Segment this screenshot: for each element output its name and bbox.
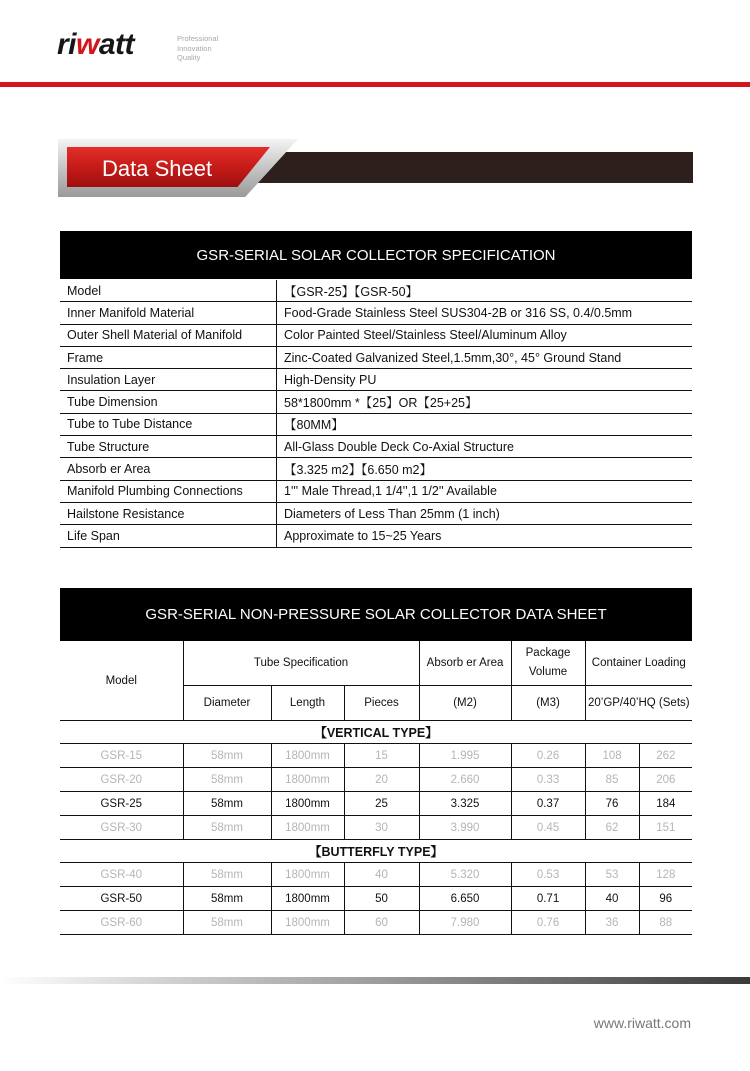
cell-diameter: 58mm: [183, 816, 271, 840]
spec-value: Food-Grade Stainless Steel SUS304-2B or 316 SS, 0.4/0.5mm: [284, 305, 633, 320]
cell-model: GSR-40: [60, 863, 183, 887]
spec-label: Frame: [60, 347, 277, 368]
table-row: [60, 887, 692, 911]
cell-length: 1800mm: [271, 911, 344, 935]
tagline-line: Professional: [177, 34, 219, 43]
cell-length: 1800mm: [271, 863, 344, 887]
cell-diameter: 58mm: [183, 768, 271, 792]
cell-length: 1800mm: [271, 816, 344, 840]
cell-model: GSR-25: [60, 792, 183, 816]
cell-diameter: 58mm: [183, 792, 271, 816]
cell-container-20gp: 36: [585, 911, 639, 935]
cell-container-20gp: 53: [585, 863, 639, 887]
spec-row: [60, 369, 692, 391]
spec-value: 【3.325 m2】【6.650 m2】: [284, 463, 432, 478]
cell-model: GSR-50: [60, 887, 183, 911]
cell-package-volume: 0.26: [511, 744, 585, 768]
cell-container-40hq: 128: [639, 863, 692, 887]
spec-label: Tube Structure: [60, 436, 277, 457]
cell-package-volume: 0.71: [511, 887, 585, 911]
spec-label: Inner Manifold Material: [60, 302, 277, 323]
cell-package-volume: 0.37: [511, 792, 585, 816]
header-m2: (M2): [419, 686, 511, 721]
cell-diameter: 58mm: [183, 887, 271, 911]
spec-row: [60, 525, 692, 547]
tagline-line: Innovation: [177, 43, 212, 53]
cell-model: GSR-15: [60, 744, 183, 768]
header-model: Model: [60, 641, 183, 721]
cell-container-20gp: 85: [585, 768, 639, 792]
banner-title: Data Sheet: [102, 156, 213, 181]
spec-label: Manifold Plumbing Connections: [60, 481, 277, 502]
spec-table: [60, 280, 692, 548]
cell-pieces: 60: [344, 911, 419, 935]
table-row: [60, 792, 692, 816]
cell-container-40hq: 96: [639, 887, 692, 911]
table-row: [60, 768, 692, 792]
spec-value: Color Painted Steel/Stainless Steel/Aluminum Alloy: [284, 328, 567, 343]
spec-value: High-Density PU: [284, 372, 377, 387]
cell-length: 1800mm: [271, 744, 344, 768]
header-pieces: Pieces: [344, 686, 419, 721]
cell-package-volume: 0.53: [511, 863, 585, 887]
cell-absorber-area: 7.980: [419, 911, 511, 935]
logo-text-end: att: [98, 28, 135, 61]
cell-package-volume: 0.33: [511, 768, 585, 792]
header-absorber-area: Absorb er Area: [419, 641, 511, 686]
spec-value: Diameters of Less Than 25mm (1 inch): [284, 506, 500, 521]
section-butterfly-type: 【BUTTERFLY TYPE】: [60, 840, 692, 863]
cell-absorber-area: 3.325: [419, 792, 511, 816]
spec-row: [60, 391, 692, 413]
cell-length: 1800mm: [271, 768, 344, 792]
cell-absorber-area: 2.660: [419, 768, 511, 792]
spec-label: Model: [60, 280, 277, 301]
header-volume-line: Volume: [528, 666, 568, 678]
butterfly-rows: [60, 863, 692, 935]
tagline: [177, 34, 218, 63]
spec-value: 1''' Male Thread,1 1/4'',1 1/2'' Available: [284, 484, 497, 499]
cell-diameter: 58mm: [183, 911, 271, 935]
cell-pieces: 20: [344, 768, 419, 792]
spec-row: [60, 302, 692, 324]
spec-row: [60, 414, 692, 436]
header-package-line: Package: [525, 647, 571, 659]
spec-value: 【80MM】: [284, 418, 344, 433]
cell-pieces: 50: [344, 887, 419, 911]
cell-pieces: 40: [344, 863, 419, 887]
table-row: [60, 816, 692, 840]
cell-container-40hq: 88: [639, 911, 692, 935]
cell-container-20gp: 40: [585, 887, 639, 911]
cell-container-20gp: 108: [585, 744, 639, 768]
datasheet-table: [60, 641, 692, 935]
cell-container-40hq: 151: [639, 816, 692, 840]
header-divider: [0, 82, 750, 87]
cell-model: GSR-60: [60, 911, 183, 935]
spec-table-title: GSR-SERIAL SOLAR COLLECTOR SPECIFICATION: [60, 231, 692, 279]
cell-container-40hq: 206: [639, 768, 692, 792]
spec-value: Approximate to 15~25 Years: [284, 528, 442, 543]
table-row: [60, 744, 692, 768]
spec-label: Insulation Layer: [60, 369, 277, 390]
logo-text-w: w: [76, 28, 99, 61]
spec-label: Outer Shell Material of Manifold: [60, 325, 277, 346]
cell-pieces: 30: [344, 816, 419, 840]
spec-value: All-Glass Double Deck Co-Axial Structure: [284, 439, 514, 454]
spec-label: Tube Dimension: [60, 391, 277, 412]
spec-value: 58*1800mm *【25】OR【25+25】: [284, 396, 478, 411]
section-vertical-type: 【VERTICAL TYPE】: [60, 721, 692, 744]
spec-label: Tube to Tube Distance: [60, 414, 277, 435]
riwatt-logo: [57, 28, 134, 62]
cell-package-volume: 0.76: [511, 911, 585, 935]
spec-row: [60, 503, 692, 525]
banner-bar: [250, 152, 693, 183]
spec-label: Hailstone Resistance: [60, 503, 277, 524]
cell-absorber-area: 3.990: [419, 816, 511, 840]
cell-diameter: 58mm: [183, 863, 271, 887]
spec-value: Zinc-Coated Galvanized Steel,1.5mm,30°, 45° Ground Stand: [284, 350, 622, 365]
spec-row: [60, 347, 692, 369]
table-row: [60, 863, 692, 887]
spec-row: [60, 436, 692, 458]
cell-absorber-area: 1.995: [419, 744, 511, 768]
header-container-units: 20’GP/40’HQ (Sets): [585, 686, 692, 721]
spec-label: Absorb er Area: [60, 458, 277, 479]
header-m3: (M3): [511, 686, 585, 721]
cell-absorber-area: 6.650: [419, 887, 511, 911]
cell-length: 1800mm: [271, 792, 344, 816]
cell-package-volume: 0.45: [511, 816, 585, 840]
table-row: [60, 911, 692, 935]
cell-pieces: 15: [344, 744, 419, 768]
cell-container-20gp: 62: [585, 816, 639, 840]
spec-row: [60, 458, 692, 480]
cell-model: GSR-30: [60, 816, 183, 840]
cell-model: GSR-20: [60, 768, 183, 792]
spec-row: [60, 280, 692, 302]
header-length: Length: [271, 686, 344, 721]
logo-text-start: ri: [57, 28, 77, 61]
spec-value: 【GSR-25】【GSR-50】: [284, 284, 419, 299]
header-package-volume: [511, 641, 585, 686]
cell-absorber-area: 5.320: [419, 863, 511, 887]
tagline-line: Quality: [177, 53, 201, 62]
cell-pieces: 25: [344, 792, 419, 816]
cell-container-20gp: 76: [585, 792, 639, 816]
cell-length: 1800mm: [271, 887, 344, 911]
vertical-rows: [60, 744, 692, 840]
cell-container-40hq: 184: [639, 792, 692, 816]
spec-row: [60, 325, 692, 347]
header-container-loading: Container Loading: [585, 641, 692, 686]
header-tube-spec: Tube Specification: [183, 641, 419, 686]
datasheet-title: GSR-SERIAL NON-PRESSURE SOLAR COLLECTOR DATA SHEET: [60, 588, 692, 641]
footer-website: www.riwatt.com: [593, 1015, 691, 1031]
cell-container-40hq: 262: [639, 744, 692, 768]
cell-diameter: 58mm: [183, 744, 271, 768]
spec-row: [60, 481, 692, 503]
spec-label: Life Span: [60, 525, 277, 546]
footer-divider: [0, 977, 750, 984]
header-diameter: Diameter: [183, 686, 271, 721]
